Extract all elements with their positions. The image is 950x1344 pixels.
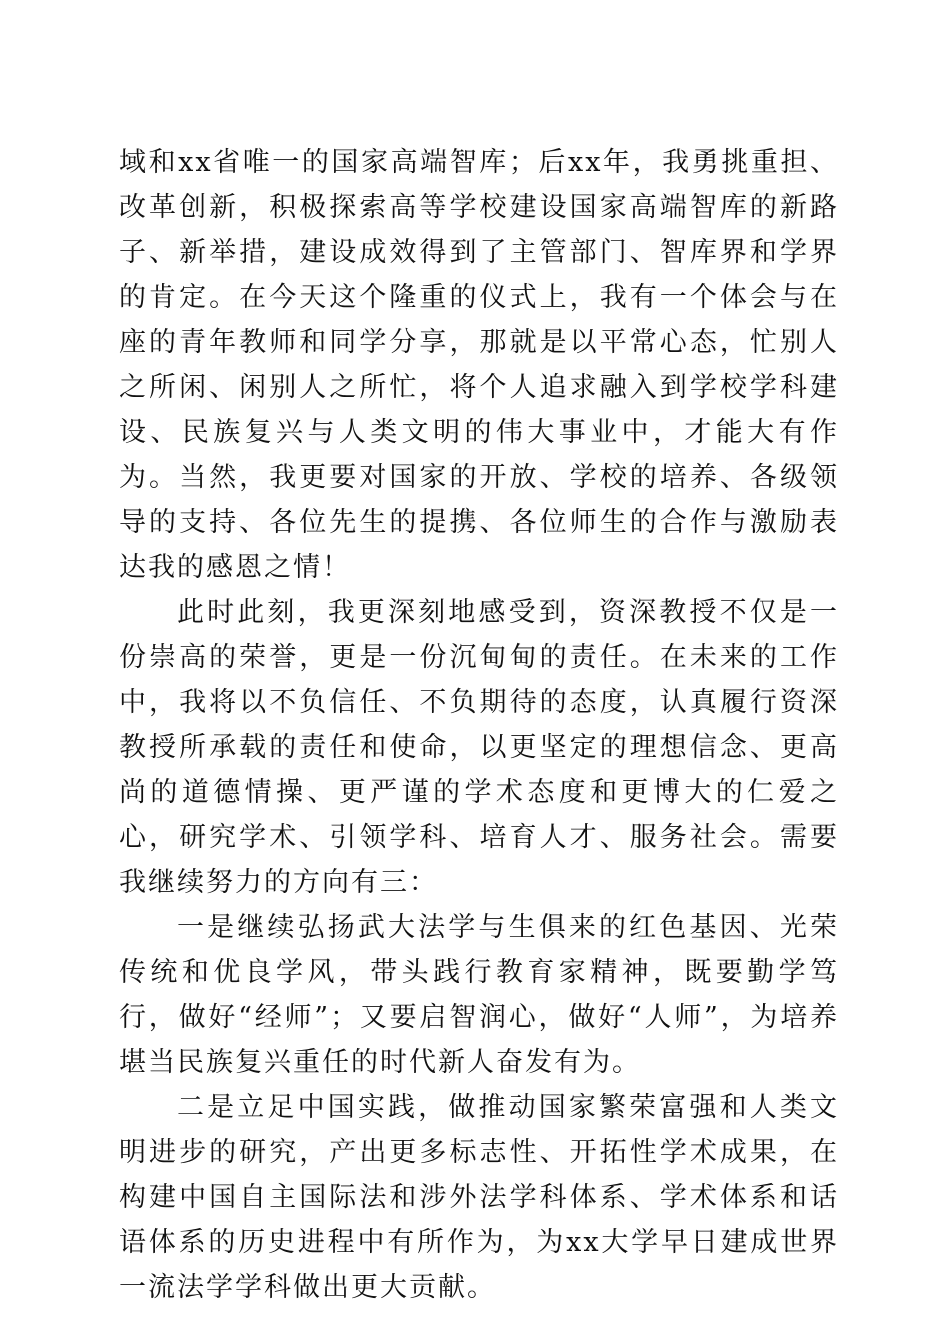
paragraph-responsibility: 此时此刻，我更深刻地感受到，资深教授不仅是一份崇高的荣誉，更是一份沉甸甸的责任。在未来的工作中，我将以不负信任、不负期待的态度，认真履行资深教授所承载的责任和使命，以更坚定的理想信念、更高尚的道德情操、更严谨的学术态度和更博大的仁爱之心，研究学术、引领学科、培育人才、服务社会。需要我继续努力的方向有三： [119, 597, 839, 898]
paragraph-point-two: 二是立足中国实践，做推动国家繁荣富强和人类文明进步的研究，产出更多标志性、开拓性学术成果，在构建中国自主国际法和涉外法学科体系、学术体系和话语体系的历史进程中有所作为，为xx大学早日建成世界一流法学学科做出更大贡献。 [119, 1092, 839, 1303]
document-body [119, 140, 839, 1310]
paragraph-point-one: 一是继续弘扬武大法学与生俱来的红色基因、光荣传统和优良学风，带头践行教育家精神，既要勤学笃行，做好“经师”；又要启智润心，做好“人师”，为培养堪当民族复兴重任的时代新人奋发有为。 [119, 912, 839, 1078]
paragraph-continuation: 域和xx省唯一的国家高端智库；后xx年，我勇挑重担、改革创新，积极探索高等学校建设国家高端智库的新路子、新举措，建设成效得到了主管部门、智库界和学界的肯定。在今天这个隆重的仪式上，我有一个体会与在座的青年教师和同学分享，那就是以平常心态，忙别人之所闲、闲别人之所忙，将个人追求融入到学校学科建设、民族复兴与人类文明的伟大事业中，才能大有作为。当然，我更要对国家的开放、学校的培养、各级领导的支持、各位先生的提携、各位师生的合作与激励表达我的感恩之情！ [119, 147, 839, 583]
